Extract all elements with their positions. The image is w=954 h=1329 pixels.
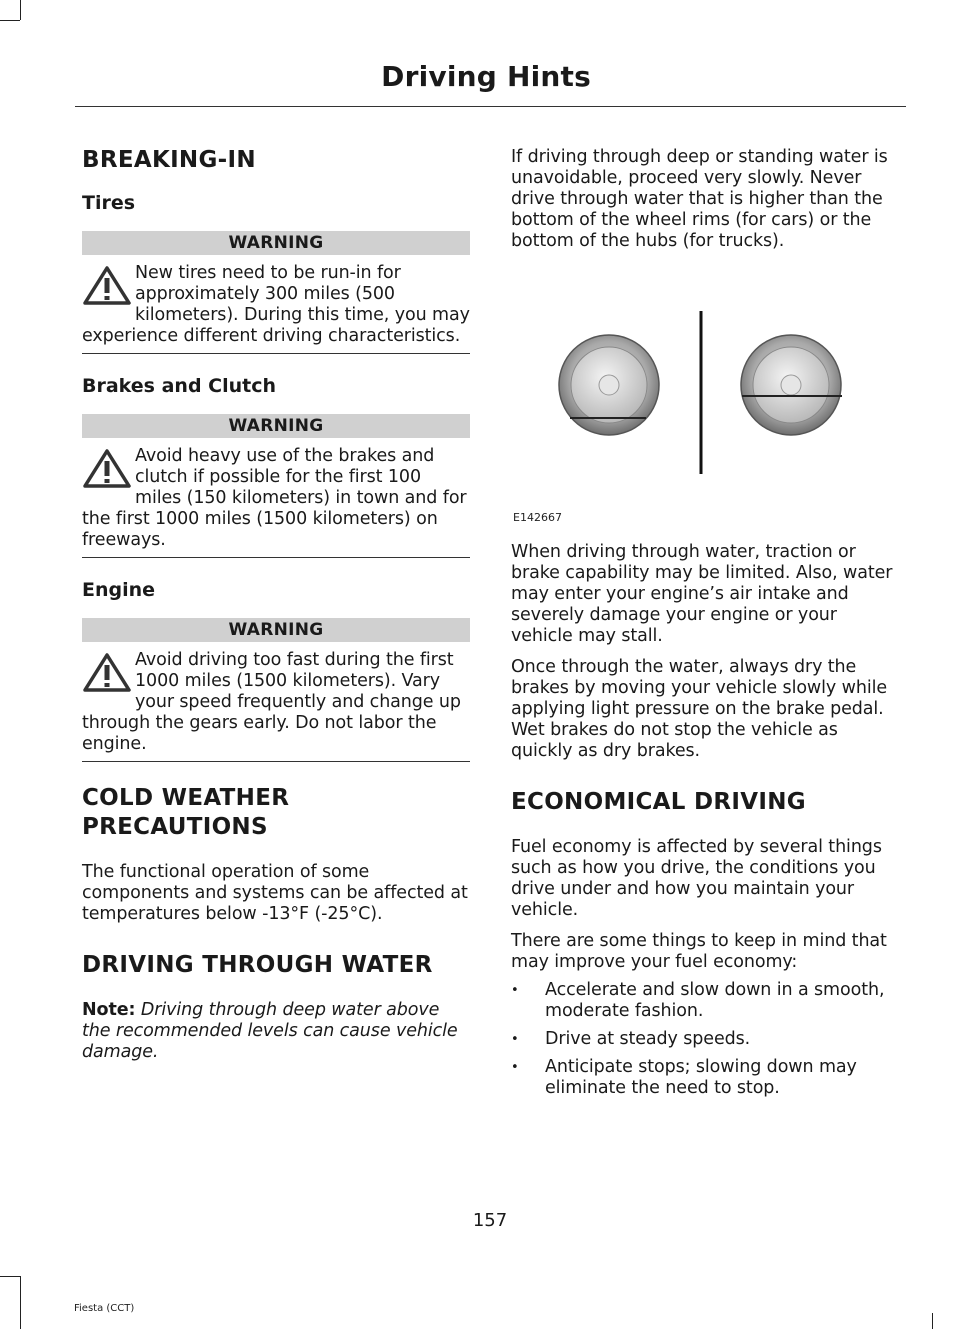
brakes-heading: Brakes and Clutch: [82, 375, 277, 397]
engine-warning: [82, 618, 470, 762]
warning-triangle-icon: [82, 265, 132, 307]
crop-mark: [0, 1276, 20, 1277]
warning-body: [82, 438, 470, 558]
warning-triangle-icon: [82, 448, 132, 490]
footer-model: Fiesta (CCT): [74, 1303, 135, 1314]
cold-weather-text: The functional operation of some components and systems can be affected at temperatures below -13°F (-25°C).: [82, 862, 468, 924]
figure-code: E142667: [513, 511, 562, 524]
water-note: [82, 1000, 470, 1063]
page-number: 157: [472, 1210, 508, 1231]
tires-warning: [82, 231, 470, 354]
wheel-water-figure: [511, 266, 899, 524]
list-item: • Drive at steady speeds.: [511, 1029, 899, 1050]
cold-weather-heading: COLD WEATHER PRECAUTIONS: [82, 785, 290, 840]
warning-label: WARNING: [82, 414, 470, 438]
wheel-left: [559, 335, 659, 435]
water-heading: DRIVING THROUGH WATER: [82, 952, 433, 978]
economical-para-1: Fuel economy is affected by several things such as how you drive, the conditions you drive under and how you maintain your vehicle.: [511, 837, 882, 920]
warning-body: [82, 255, 470, 354]
engine-heading: Engine: [82, 579, 156, 601]
economical-heading: ECONOMICAL DRIVING: [511, 789, 806, 815]
crop-mark: [20, 1276, 21, 1329]
breaking-in-heading: BREAKING-IN: [82, 147, 256, 173]
warning-label: WARNING: [82, 231, 470, 255]
header-rule: [75, 106, 906, 107]
page-title: Driving Hints: [381, 60, 591, 93]
list-item: • Anticipate stops; slowing down may eliminate the need to stop.: [511, 1057, 899, 1099]
water-para-3: Once through the water, always dry the brakes by moving your vehicle slowly while applying light pressure on the brake pedal. Wet brakes do not stop the vehicle as quickly as dry brakes.: [511, 657, 888, 761]
water-para-2: When driving through water, traction or brake capability may be limited. Also, water may enter your engine’s air intake and severely damage your engine or your vehicle may stall.: [511, 542, 893, 646]
warning-body: [82, 642, 470, 762]
crop-mark: [20, 0, 21, 20]
right-column: [511, 147, 899, 1106]
economy-tips-list: [511, 980, 899, 1099]
tires-heading: Tires: [82, 192, 136, 214]
left-column: [82, 140, 470, 1063]
tires-warning-text: New tires need to be run-in for approximately 300 miles (500 kilometers). During this time, you may experience different driving characteristics.: [82, 263, 470, 346]
warning-label: WARNING: [82, 618, 470, 642]
crop-mark: [0, 20, 20, 21]
brakes-warning: [82, 414, 470, 558]
list-item: • Accelerate and slow down in a smooth, moderate fashion.: [511, 980, 899, 1022]
note-label: Note:: [82, 1000, 136, 1020]
brakes-warning-text: Avoid heavy use of the brakes and clutch if possible for the first 100 miles (150 kilometers) in town and for the first 1000 miles (1500 kilometers) on freeways.: [82, 446, 467, 550]
crop-mark: [932, 1313, 933, 1329]
economical-para-2: There are some things to keep in mind that may improve your fuel economy:: [511, 931, 887, 972]
wheel-water-illustration: [511, 266, 899, 496]
note-text: Driving through deep water above the recommended levels can cause vehicle damage.: [82, 1000, 458, 1062]
water-para-1: If driving through deep or standing water is unavoidable, proceed very slowly. Never drive through water that is higher than the bottom of the wheel rims (for cars) or the bottom of the hubs (for trucks).: [511, 147, 888, 251]
warning-triangle-icon: [82, 652, 132, 694]
engine-warning-text: Avoid driving too fast during the first 1000 miles (1500 kilometers). Vary your speed frequently and change up through the gears early. Do not labor the engine.: [82, 650, 461, 754]
wheel-right: [741, 335, 842, 435]
